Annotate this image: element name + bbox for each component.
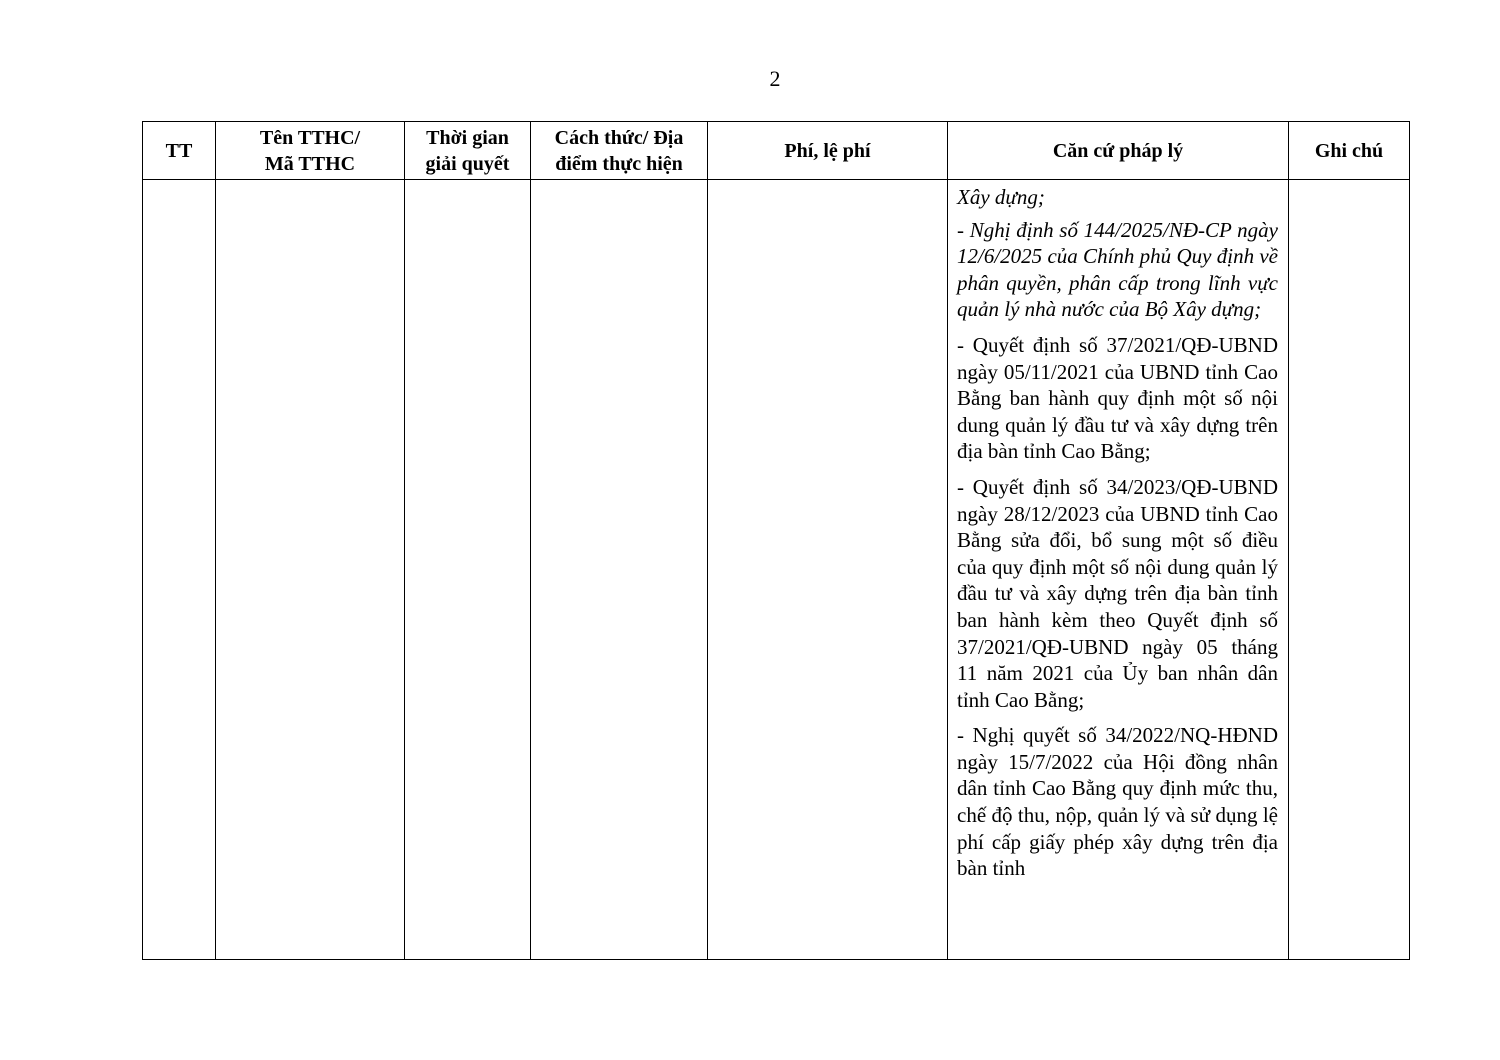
cell-cach-thuc xyxy=(531,180,708,960)
legal-paragraph: - Quyết định số 37/2021/QĐ-UBND ngày 05/11/2021 của UBND tỉnh Cao Bằng ban hành quy định một số nội dung quản lý đầu tư và xây dựng trên địa bàn tỉnh Cao Bằng; xyxy=(957,332,1278,464)
cell-phi-le-phi xyxy=(708,180,948,960)
legal-paragraph: - Quyết định số 34/2023/QĐ-UBND ngày 28/12/2023 của UBND tỉnh Cao Bằng sửa đổi, bổ sung một số điều của quy định một số nội dung quản lý đầu tư và xây dựng trên địa bàn tỉnh ban hành kèm theo Quyết định số 37/2021/QĐ-UBND ngày 05 tháng 11 năm 2021 của Ủy ban nhân dân tỉnh Cao Bằng; xyxy=(957,474,1278,712)
header-thoi-gian: Thời gian giải quyết xyxy=(405,122,531,180)
cell-thoi-gian xyxy=(405,180,531,960)
legal-paragraph: - Nghị định số 144/2025/NĐ-CP ngày 12/6/2025 của Chính phủ Quy định về phân quyền, phân cấp trong lĩnh vực quản lý nhà nước của Bộ Xây dựng; xyxy=(957,217,1278,322)
table-row xyxy=(143,180,1410,960)
cell-can-cu-phap-ly xyxy=(948,180,1289,960)
header-ten-tthc: Tên TTHC/ Mã TTHC xyxy=(216,122,405,180)
legal-basis-list xyxy=(948,180,1288,882)
cell-ten-tthc xyxy=(216,180,405,960)
cell-ghi-chu xyxy=(1289,180,1410,960)
header-phi-le-phi: Phí, lệ phí xyxy=(708,122,948,180)
legal-paragraph: Xây dựng; xyxy=(957,185,1045,209)
page-number: 2 xyxy=(769,66,781,91)
header-ghi-chu: Ghi chú xyxy=(1289,122,1410,180)
cell-tt xyxy=(143,180,216,960)
procedure-table xyxy=(142,121,1410,960)
legal-paragraph: - Nghị quyết số 34/2022/NQ-HĐND ngày 15/7/2022 của Hội đồng nhân dân tỉnh Cao Bằng quy định mức thu, chế độ thu, nộp, quản lý và sử dụng lệ phí cấp giấy phép xây dựng trên địa bàn tỉnh xyxy=(957,723,1278,881)
header-row xyxy=(143,122,1410,180)
header-can-cu-phap-ly: Căn cứ pháp lý xyxy=(948,122,1289,180)
header-cach-thuc: Cách thức/ Địa điểm thực hiện xyxy=(531,122,708,180)
header-tt: TT xyxy=(143,122,216,180)
